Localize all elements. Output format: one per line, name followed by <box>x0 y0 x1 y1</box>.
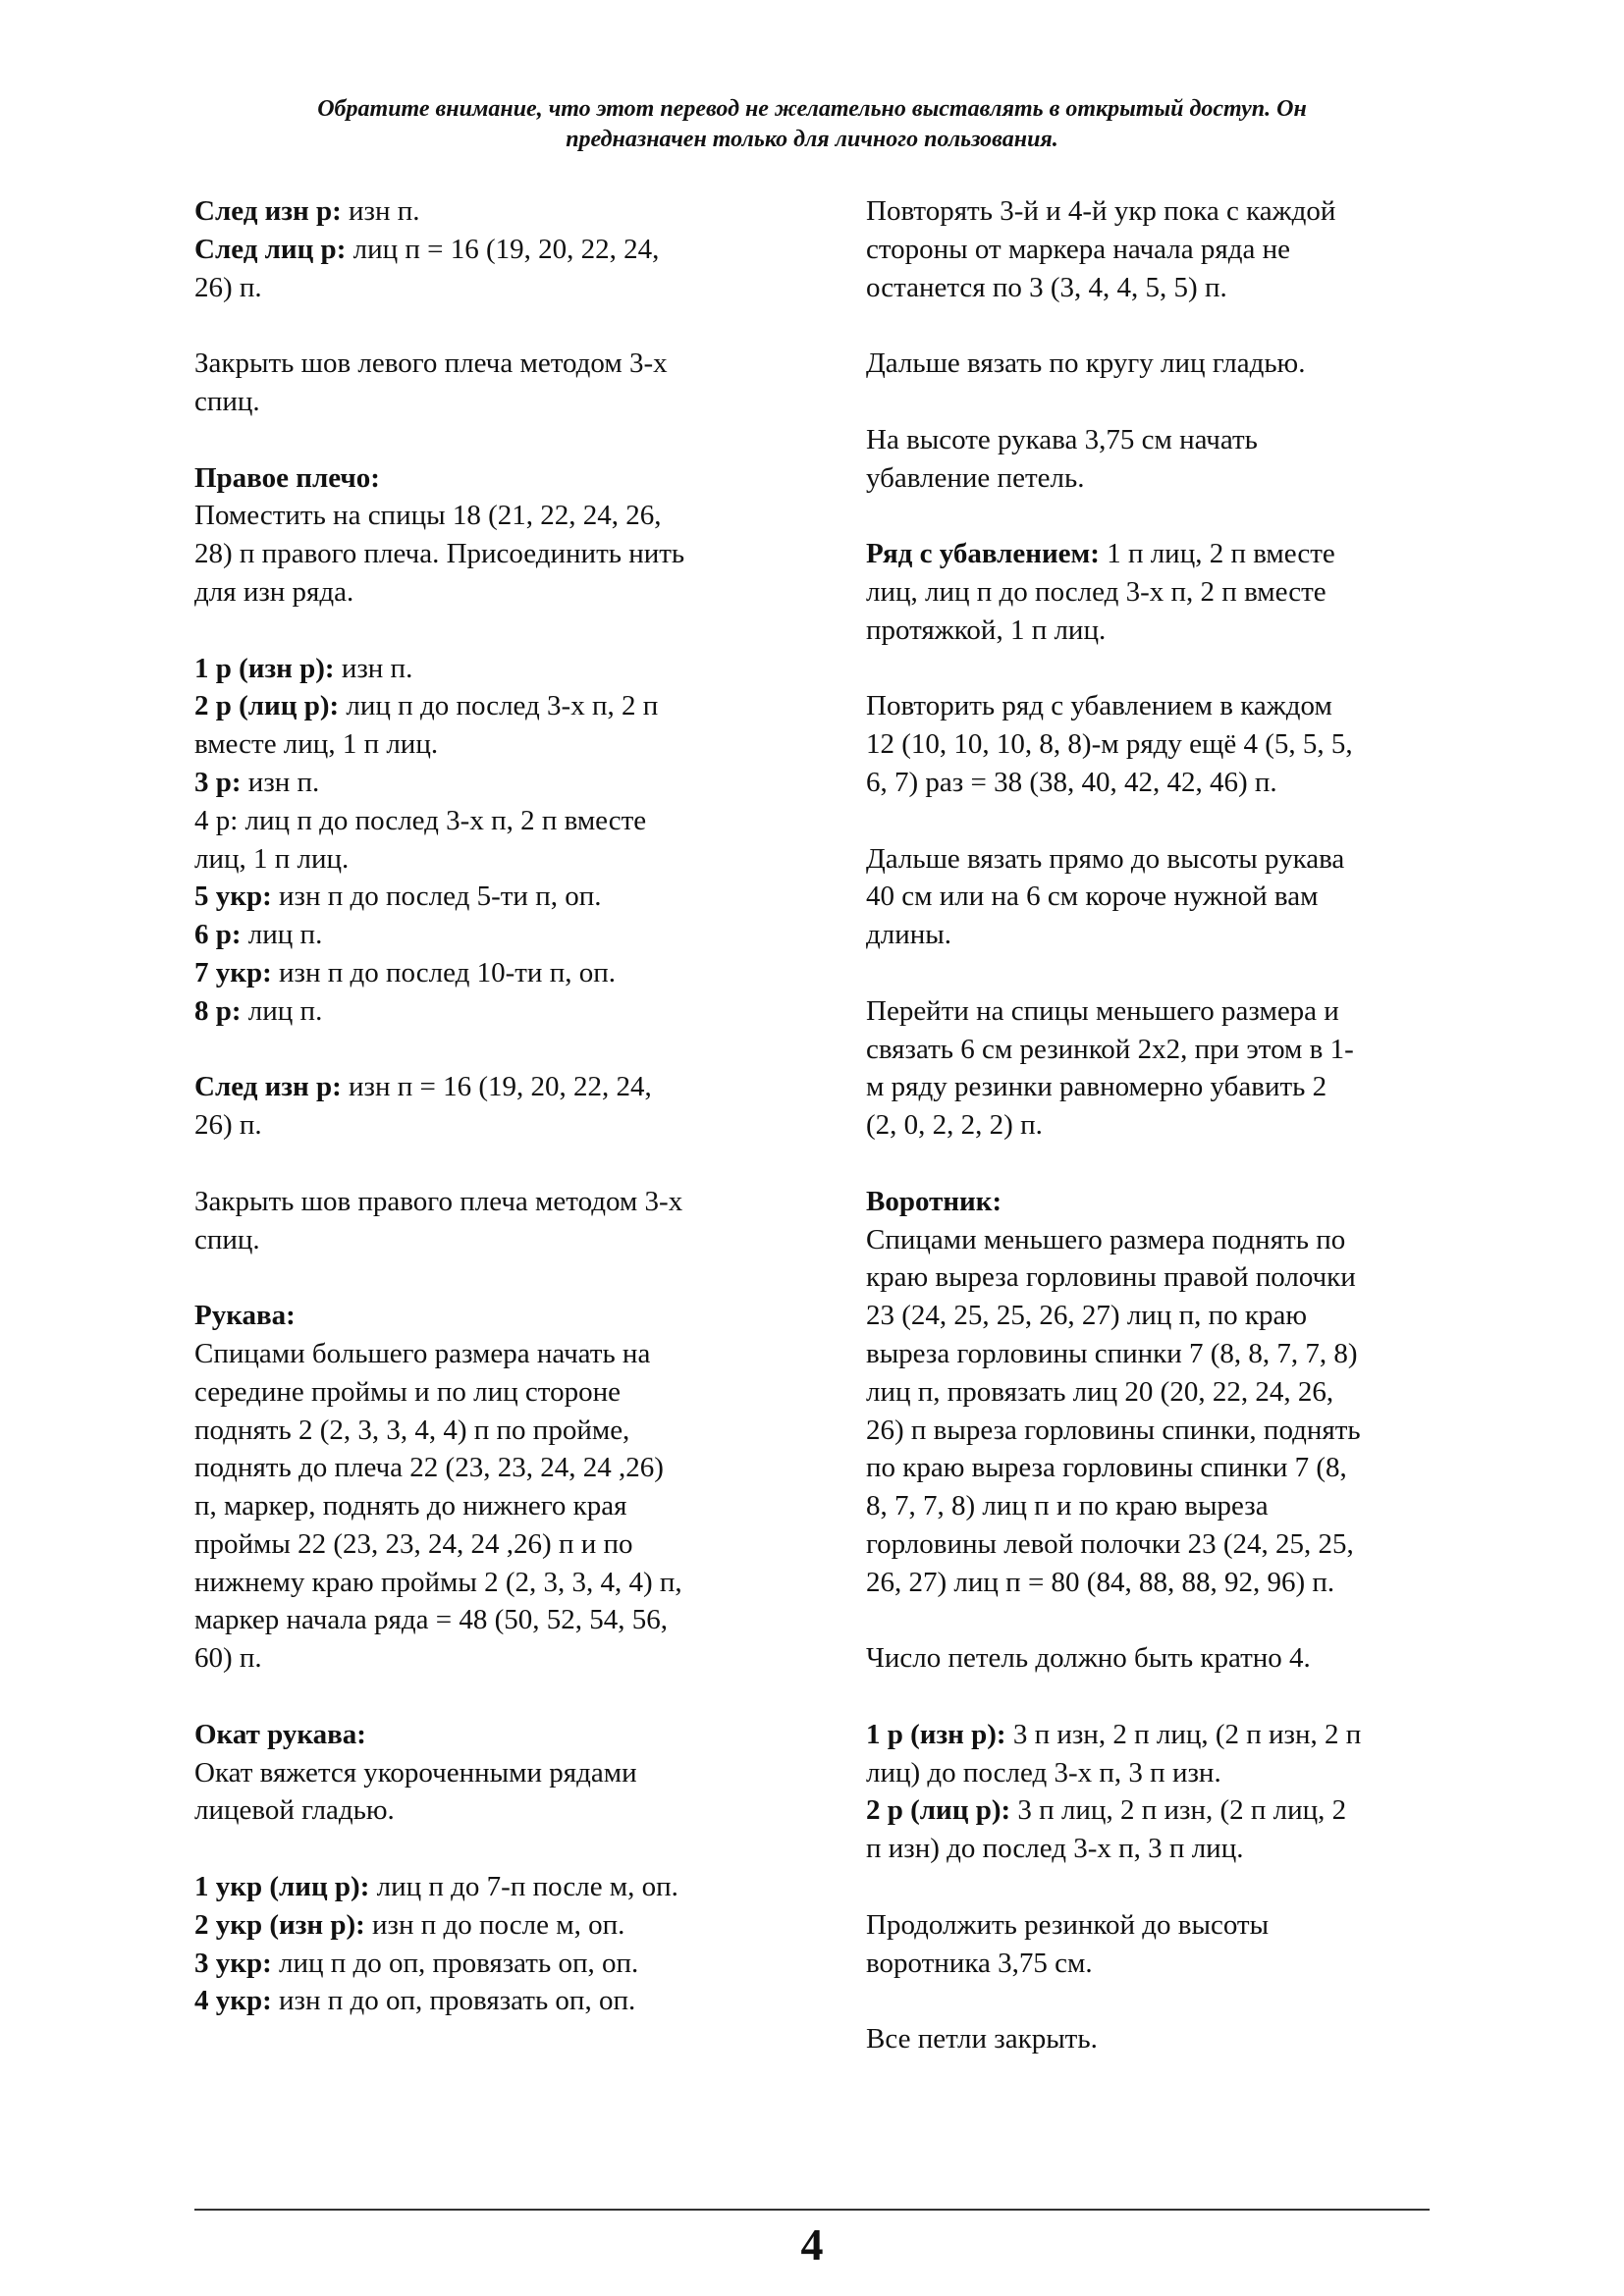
text-line <box>194 1791 784 1830</box>
text-line <box>866 459 1455 498</box>
line-text: лиц п = 16 (19, 20, 22, 24, <box>346 233 660 265</box>
text-line <box>194 1982 784 2020</box>
text-line <box>866 1258 1455 1297</box>
line-text: Число петель должно быть кратно 4. <box>866 1642 1311 1675</box>
paragraph-gap <box>194 612 784 650</box>
paragraph-gap <box>866 1601 1455 1639</box>
line-text: 1 п лиц, 2 п вместе <box>1099 538 1335 570</box>
text-line <box>194 1297 784 1335</box>
line-text: лиц п. <box>241 994 323 1027</box>
paragraph-gap <box>194 306 784 345</box>
text-line <box>866 1106 1455 1145</box>
line-text: по краю выреза горловины спинки 7 (8, <box>866 1452 1347 1484</box>
paragraph-gap <box>866 1145 1455 1183</box>
bold-label: 2 укр (изн р): <box>194 1908 365 1941</box>
text-line <box>194 1639 784 1678</box>
line-text: п изн) до послед 3-х п, 3 п лиц. <box>866 1833 1244 1865</box>
text-line <box>866 878 1455 916</box>
notice-line-2: предназначен только для личного пользования. <box>566 127 1058 152</box>
line-text: для изн ряда. <box>194 575 354 608</box>
line-text: Все петли закрыть. <box>866 2023 1098 2056</box>
line-text: 26) п. <box>194 1109 262 1142</box>
paragraph-gap <box>866 954 1455 992</box>
line-text: лиц п до 7-п после м, оп. <box>369 1871 678 1903</box>
line-text: горловины левой полочки 23 (24, 25, 25, <box>866 1527 1354 1560</box>
bold-label: След изн р: <box>194 195 342 227</box>
text-line <box>194 1335 784 1373</box>
text-line <box>866 764 1455 802</box>
line-text: изн п до оп, провязать оп, оп. <box>271 1985 636 2017</box>
text-line <box>866 1716 1455 1754</box>
text-line <box>194 802 784 840</box>
line-text: поднять до плеча 22 (23, 23, 24, 24 ,26) <box>194 1452 664 1484</box>
bold-label: 7 укр: <box>194 956 272 988</box>
text-line <box>866 2020 1455 2058</box>
paragraph-gap <box>194 1258 784 1297</box>
text-line <box>194 878 784 916</box>
text-line <box>866 612 1455 650</box>
text-line <box>194 1221 784 1259</box>
text-line <box>866 1906 1455 1945</box>
bold-label: 1 укр (лиц р): <box>194 1871 370 1903</box>
line-text: убавление петель. <box>866 461 1085 494</box>
paragraph-gap <box>194 1830 784 1868</box>
bold-label: 1 р (изн р): <box>194 652 335 684</box>
text-line <box>194 192 784 231</box>
bold-label: 3 р: <box>194 766 242 798</box>
text-line <box>194 1754 784 1792</box>
bold-label: 2 р (лиц р): <box>866 1794 1011 1827</box>
line-text: Перейти на спицы меньшего размера и <box>866 994 1339 1027</box>
text-line <box>194 1106 784 1145</box>
bold-label: Правое плечо: <box>194 461 380 494</box>
text-line <box>866 1031 1455 1069</box>
text-line <box>866 1297 1455 1335</box>
line-text: середине проймы и по лиц стороне <box>194 1375 621 1408</box>
line-text: лиц п до послед 3-х п, 2 п <box>339 690 659 722</box>
line-text: Повторять 3-й и 4-й укр пока с каждой <box>866 195 1336 227</box>
paragraph-gap <box>866 802 1455 840</box>
line-text: останется по 3 (3, 4, 4, 5, 5) п. <box>866 271 1227 303</box>
text-line <box>866 687 1455 725</box>
line-text: 3 п изн, 2 п лиц, (2 п изн, 2 п <box>1005 1718 1362 1750</box>
paragraph-gap <box>866 497 1455 535</box>
text-line <box>194 916 784 954</box>
bold-label: 5 укр: <box>194 881 272 913</box>
line-text: 23 (24, 25, 25, 26, 27) лиц п, по краю <box>866 1300 1307 1332</box>
line-text: лиц, 1 п лиц. <box>194 842 350 875</box>
bold-label: 2 р (лиц р): <box>194 690 340 722</box>
text-line <box>194 840 784 879</box>
text-line <box>866 192 1455 231</box>
text-line <box>866 916 1455 954</box>
notice-line-1: Обратите внимание, что этот перевод не желательно выставлять в открытый доступ. Он <box>317 96 1307 122</box>
text-line <box>194 1487 784 1525</box>
text-line <box>866 1945 1455 1983</box>
text-line <box>866 840 1455 879</box>
line-text: Поместить на спицы 18 (21, 22, 24, 26, <box>194 500 662 532</box>
line-text: 12 (10, 10, 10, 8, 8)-м ряду ещё 4 (5, 5, 5, <box>866 728 1353 761</box>
text-line <box>866 231 1455 269</box>
line-text: лицевой гладью. <box>194 1794 395 1827</box>
line-text: воротника 3,75 см. <box>866 1947 1093 1979</box>
text-line <box>194 1525 784 1564</box>
line-text: 8, 7, 7, 8) лиц п и по краю выреза <box>866 1490 1269 1522</box>
line-text: маркер начала ряда = 48 (50, 52, 54, 56, <box>194 1604 669 1636</box>
paragraph-gap <box>194 1145 784 1183</box>
paragraph-gap <box>194 1678 784 1716</box>
text-line <box>866 1335 1455 1373</box>
text-line <box>866 535 1455 573</box>
line-text: На высоте рукава 3,75 см начать <box>866 423 1258 455</box>
text-line <box>194 1716 784 1754</box>
line-text: (2, 0, 2, 2, 2) п. <box>866 1109 1043 1142</box>
text-line <box>194 1564 784 1602</box>
text-line <box>866 1639 1455 1678</box>
line-text: лиц) до послед 3-х п, 3 п изн. <box>866 1756 1221 1789</box>
text-line <box>194 345 784 383</box>
line-text: выреза горловины спинки 7 (8, 8, 7, 7, 8) <box>866 1337 1358 1369</box>
text-line <box>866 1791 1455 1830</box>
paragraph-gap <box>866 306 1455 345</box>
line-text: лиц, лиц п до послед 3-х п, 2 п вместе <box>866 575 1326 608</box>
page-number: 4 <box>800 2219 824 2269</box>
bold-label: 8 р: <box>194 994 242 1027</box>
line-text: изн п. <box>241 766 320 798</box>
line-text: изн п до послед 5-ти п, оп. <box>271 881 602 913</box>
line-text: связать 6 см резинкой 2х2, при этом в 1- <box>866 1033 1354 1065</box>
line-text: 40 см или на 6 см короче нужной вам <box>866 881 1319 913</box>
line-text: стороны от маркера начала ряда не <box>866 233 1290 265</box>
paragraph-gap <box>194 1031 784 1069</box>
line-text: 6, 7) раз = 38 (38, 40, 42, 42, 46) п. <box>866 766 1277 798</box>
bold-label: След лиц р: <box>194 233 347 265</box>
text-line <box>194 1068 784 1106</box>
line-text: Спицами большего размера начать на <box>194 1337 651 1369</box>
right-column <box>866 192 1455 2058</box>
footer-divider <box>194 2209 1430 2211</box>
text-line <box>194 1183 784 1221</box>
text-line <box>866 1183 1455 1221</box>
line-text: изн п = 16 (19, 20, 22, 24, <box>341 1071 652 1103</box>
text-line <box>866 1068 1455 1106</box>
text-line <box>194 1373 784 1412</box>
text-line <box>866 1412 1455 1450</box>
text-line <box>866 992 1455 1031</box>
bold-label: Воротник: <box>866 1185 1002 1217</box>
text-line <box>866 421 1455 459</box>
bold-label: 3 укр: <box>194 1947 272 1979</box>
line-text: нижнему краю проймы 2 (2, 3, 3, 4, 4) п, <box>194 1566 682 1598</box>
line-text: Спицами меньшего размера поднять по <box>866 1223 1346 1255</box>
text-line <box>194 231 784 269</box>
line-text: изн п до после м, оп. <box>364 1908 625 1941</box>
paragraph-gap <box>194 421 784 459</box>
line-text: проймы 22 (23, 23, 24, 24 ,26) п и по <box>194 1527 633 1560</box>
line-text: поднять 2 (2, 3, 3, 4, 4) п по пройме, <box>194 1414 630 1446</box>
text-line <box>866 345 1455 383</box>
text-line <box>194 269 784 307</box>
line-text: Окат вяжется укороченными рядами <box>194 1756 637 1789</box>
bold-label: 1 р (изн р): <box>866 1718 1006 1750</box>
text-line <box>194 1868 784 1906</box>
text-line <box>194 992 784 1031</box>
text-line <box>194 725 784 764</box>
text-line <box>194 1449 784 1487</box>
line-text: 26, 27) лиц п = 80 (84, 88, 88, 92, 96) п. <box>866 1566 1335 1598</box>
text-line <box>194 650 784 688</box>
bold-label: Ряд с убавлением: <box>866 538 1100 570</box>
line-text: лиц п. <box>241 919 323 951</box>
line-text: Закрыть шов правого плеча методом 3-х <box>194 1185 683 1217</box>
bold-label: 6 р: <box>194 919 242 951</box>
bold-label: 4 укр: <box>194 1985 272 2017</box>
line-text: спиц. <box>194 385 260 417</box>
line-text: 26) п. <box>194 271 262 303</box>
line-text: 28) п правого плеча. Присоединить нить <box>194 538 685 570</box>
bold-label: След изн р: <box>194 1071 342 1103</box>
text-line <box>866 269 1455 307</box>
text-line <box>866 573 1455 612</box>
text-line <box>866 1449 1455 1487</box>
line-text: Дальше вязать по кругу лиц гладью. <box>866 347 1306 380</box>
line-text: изн п. <box>334 652 413 684</box>
line-text: Дальше вязать прямо до высоты рукава <box>866 842 1345 875</box>
text-line <box>866 725 1455 764</box>
paragraph-gap <box>866 650 1455 688</box>
text-line <box>866 1564 1455 1602</box>
bold-label: Рукава: <box>194 1300 296 1332</box>
paragraph-gap <box>866 1982 1455 2020</box>
line-text: изн п до послед 10-ти п, оп. <box>271 956 616 988</box>
paragraph-gap <box>866 1868 1455 1906</box>
text-line <box>194 954 784 992</box>
line-text: краю выреза горловины правой полочки <box>866 1261 1356 1294</box>
line-text: Повторить ряд с убавлением в каждом <box>866 690 1332 722</box>
line-text: Закрыть шов левого плеча методом 3-х <box>194 347 668 380</box>
text-line <box>194 1601 784 1639</box>
line-text: 26) п выреза горловины спинки, поднять <box>866 1414 1361 1446</box>
line-text: протяжкой, 1 п лиц. <box>866 614 1107 646</box>
paragraph-gap <box>866 1678 1455 1716</box>
text-line <box>866 1830 1455 1868</box>
text-line <box>866 1754 1455 1792</box>
line-text: Продолжить резинкой до высоты <box>866 1908 1270 1941</box>
line-text: 4 р: лиц п до послед 3-х п, 2 п вместе <box>194 804 647 836</box>
line-text: вместе лиц, 1 п лиц. <box>194 728 439 761</box>
line-text: 60) п. <box>194 1642 262 1675</box>
text-line <box>866 1373 1455 1412</box>
line-text: изн п. <box>341 195 420 227</box>
line-text: лиц п до оп, провязать оп, оп. <box>271 1947 639 1979</box>
line-text: длины. <box>866 919 951 951</box>
text-line <box>194 573 784 612</box>
privacy-notice <box>196 94 1428 155</box>
bold-label: Окат рукава: <box>194 1718 366 1750</box>
line-text: м ряду резинки равномерно убавить 2 <box>866 1071 1327 1103</box>
text-line <box>194 383 784 421</box>
text-line <box>194 1906 784 1945</box>
line-text: п, маркер, поднять до нижнего края <box>194 1490 627 1522</box>
text-line <box>194 497 784 535</box>
text-line <box>866 1525 1455 1564</box>
text-line <box>866 1487 1455 1525</box>
paragraph-gap <box>866 383 1455 421</box>
text-line <box>194 764 784 802</box>
left-column <box>194 192 784 2020</box>
text-line <box>194 1945 784 1983</box>
text-line <box>194 459 784 498</box>
text-line <box>866 1221 1455 1259</box>
text-line <box>194 687 784 725</box>
text-line <box>194 535 784 573</box>
line-text: лиц п, провязать лиц 20 (20, 22, 24, 26, <box>866 1375 1334 1408</box>
text-line <box>194 1412 784 1450</box>
line-text: 3 п лиц, 2 п изн, (2 п лиц, 2 <box>1010 1794 1347 1827</box>
line-text: спиц. <box>194 1223 260 1255</box>
